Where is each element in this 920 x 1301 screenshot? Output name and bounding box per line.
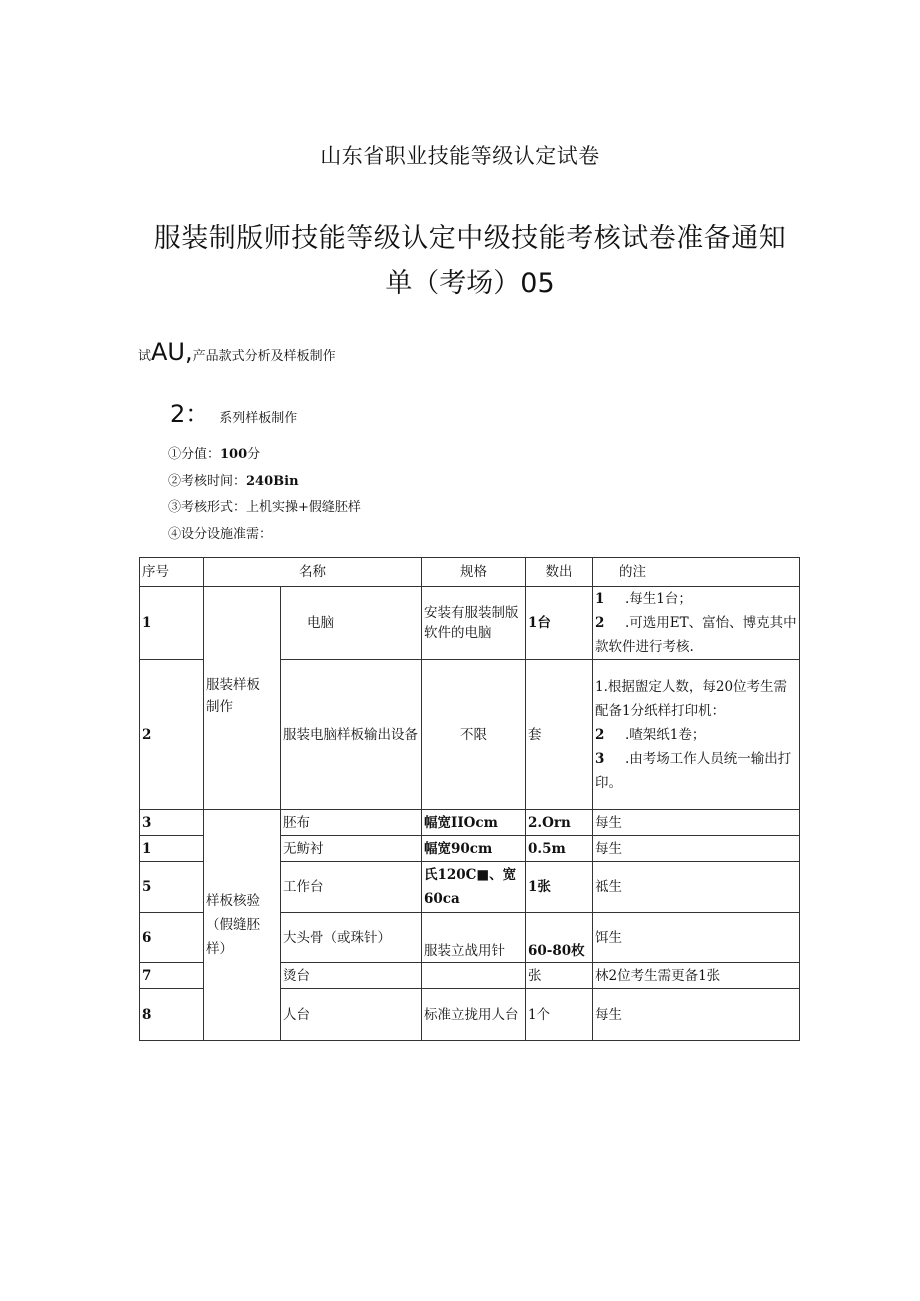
note-line: 3 .由考场工作人员统一输出打印。 bbox=[595, 750, 792, 791]
notice-title-line1: 服装制版师技能等级认定中级技能考核试卷准备通知 bbox=[153, 223, 787, 254]
table-header-row bbox=[140, 558, 800, 587]
subtest-name: 系列样板制作 bbox=[219, 411, 298, 426]
row-no: 6 bbox=[140, 913, 204, 963]
group-cell bbox=[204, 810, 281, 1041]
row-name: 无鲂衬 bbox=[281, 836, 422, 862]
header-notes: 的注 bbox=[593, 558, 800, 587]
equipment-line: ④设分设施准需： bbox=[168, 527, 273, 542]
row-name: 电脑 bbox=[281, 587, 422, 660]
row-qty: 2.Orn bbox=[526, 810, 593, 836]
header-no: 序号 bbox=[140, 558, 204, 587]
row-no: 8 bbox=[140, 989, 204, 1041]
header-qty: 数出 bbox=[526, 558, 593, 587]
score-label: ①分值： bbox=[168, 447, 221, 462]
row-no: 3 bbox=[140, 810, 204, 836]
row-qty: 1张 bbox=[526, 862, 593, 913]
group-label: 服装样板制作 bbox=[206, 677, 260, 715]
table-row bbox=[140, 810, 800, 836]
row-note: 祗生 bbox=[593, 862, 800, 913]
group-cell bbox=[204, 587, 281, 810]
row-spec: 不限 bbox=[422, 660, 526, 810]
row-qty: 0.5m bbox=[526, 836, 593, 862]
row-spec: 服装立战用针 bbox=[422, 913, 526, 963]
time-value: 240Bin bbox=[246, 474, 299, 489]
row-name: 服装电脑样板输出设备 bbox=[281, 660, 422, 810]
time-line bbox=[168, 470, 299, 489]
row-note: 每生 bbox=[593, 989, 800, 1041]
row-qty: 套 bbox=[526, 660, 593, 810]
row-no: 2 bbox=[140, 660, 204, 810]
table-row bbox=[140, 587, 800, 660]
subtest-heading bbox=[170, 394, 297, 429]
format-line: ③考核形式：上机实操+假缝胚样 bbox=[168, 500, 361, 515]
exam-title: 山东省职业技能等级认定试卷 bbox=[320, 144, 600, 168]
row-note: 每生 bbox=[593, 810, 800, 836]
row-note: 饵生 bbox=[593, 913, 800, 963]
row-spec: 幅宽90cm bbox=[422, 836, 526, 862]
row-name: 工作台 bbox=[281, 862, 422, 913]
note-line: 2 .可选用ET、富怡、博克其中款软件进行考核. bbox=[595, 615, 797, 655]
row-spec: 幅宽IIOcm bbox=[422, 810, 526, 836]
row-spec bbox=[422, 963, 526, 989]
time-label: ②考核时间： bbox=[168, 474, 247, 489]
row-name: 烫台 bbox=[281, 963, 422, 989]
row-spec: 标准立拢用人台 bbox=[422, 989, 526, 1041]
test-prefix: 试 bbox=[138, 349, 152, 364]
notice-title-line2: 单（考场）05 bbox=[385, 268, 555, 299]
group-label: 样板核验（假缝胚样） bbox=[206, 893, 260, 957]
row-qty: 张 bbox=[526, 963, 593, 989]
row-no: 1 bbox=[140, 836, 204, 862]
row-note: 每生 bbox=[593, 836, 800, 862]
row-notes bbox=[593, 587, 800, 660]
subtest-number: 2： bbox=[170, 400, 210, 428]
row-notes bbox=[593, 660, 800, 810]
row-qty: 1台 bbox=[526, 587, 593, 660]
row-no: 7 bbox=[140, 963, 204, 989]
score-unit: 分 bbox=[247, 447, 261, 462]
row-qty: 1个 bbox=[526, 989, 593, 1041]
note-line: 1.根据盥定人数，每20位考生需配备1分纸样打印机： bbox=[595, 678, 788, 719]
test-code: AU, bbox=[151, 338, 193, 366]
row-name: 人台 bbox=[281, 989, 422, 1041]
row-note: 林2位考生需更备1张 bbox=[593, 963, 800, 989]
row-qty: 60-80枚 bbox=[526, 913, 593, 963]
row-no: 1 bbox=[140, 587, 204, 660]
row-no: 5 bbox=[140, 862, 204, 913]
test-name: 产品款式分析及样板制作 bbox=[192, 349, 336, 364]
row-name: 胚布 bbox=[281, 810, 422, 836]
row-spec: 氏120C■、宽60ca bbox=[422, 862, 526, 913]
test-heading bbox=[138, 338, 336, 366]
score-value: 100 bbox=[220, 447, 248, 462]
header-name: 名称 bbox=[204, 558, 422, 587]
row-name: 大头骨（或珠针） bbox=[281, 913, 422, 963]
equipment-table bbox=[139, 557, 800, 1041]
note-line: 1 .每生1台； bbox=[595, 591, 692, 607]
row-spec: 安装有服装制版软件的电脑 bbox=[422, 587, 526, 660]
header-spec: 规格 bbox=[422, 558, 526, 587]
note-line: 2 .喳架纸1卷； bbox=[595, 726, 706, 743]
score-line bbox=[168, 443, 260, 462]
